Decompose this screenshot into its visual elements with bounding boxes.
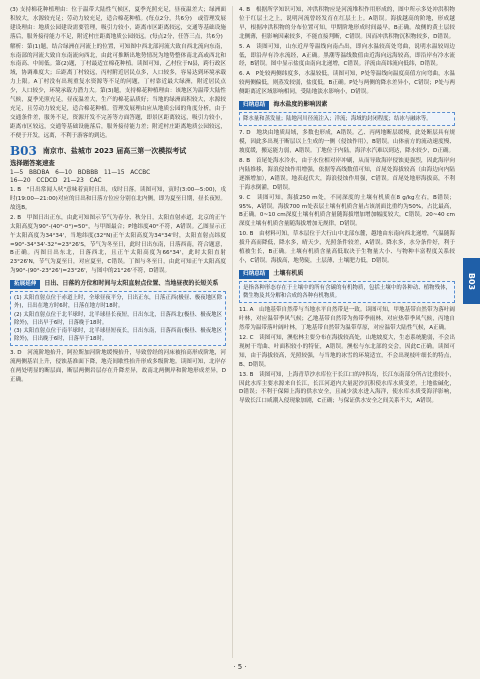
box-heading-row xyxy=(10,280,226,289)
question-1: 1. B "日出常闻人吠"意味着寅时日出，戌时日落。读图可知，寅时(3:00—5:00)，戌时(19:00—21:00)对应的日出和日落方位应分别在北内侧，即为夏至日期，昼长夜短。故选B。 xyxy=(10,187,226,211)
answers-line-2: 16—20 CCDCD 21—23 CAC xyxy=(10,178,102,185)
section-header xyxy=(10,143,226,158)
question-7: 7. D 地块由地质局域，多数也形成，A错误。乙、丙两地断层缓慢，此处断层具有规模，因此多出现于断层以上生成的一侧（侵蚀作用），B错误。山体前方的流动速度慢、坡度缓，搬运能力弱，A错误。丁地位于内陆，海洋水汽难以到达，降水较少，D正确。 xyxy=(239,130,455,155)
extension-box xyxy=(10,291,226,346)
document-page xyxy=(10,6,460,666)
box-label: 拓展延伸 xyxy=(10,280,40,289)
page-number: · 5 · xyxy=(233,663,247,671)
section-title: 南京市、盐城市 2023 届高三第一次模拟考试 xyxy=(42,146,187,155)
column-divider xyxy=(232,6,233,658)
question-12: 12. C 读图可知，澳松林主要分布在海拔较高处，山地坡度大，生态系统脆弱，不会出现树干弯曲、叶面积较小的特征，A错误。澳松与东北部的交会，因此C正确。读图可知，由于海拔较高，光照较强，与当地的冰雪的环境适宜，不会出现枝叶细长的特点，B、D错误。 xyxy=(239,334,455,368)
box3-label: 归纳总结 xyxy=(239,270,269,279)
box2-line: 降水量和蒸发量；陆地河川径流注入；洋流；海域的封闭程度；结冰与融冰等。 xyxy=(243,116,432,123)
summary-box-salinity xyxy=(239,112,455,126)
box3-heading: 土壤有机质 xyxy=(273,269,304,277)
answers-heading: 选择题答案速查 xyxy=(10,158,55,167)
box3-line: 是指各种形态存在于土壤中的所有含碳的有机物质，包括土壤中的各种动、植物残体，微生物及其分解和合成的各种有机物质。 xyxy=(243,284,451,300)
box-line: (1) 太阳直射点位于赤道上时，全球昼夜平分，日出正东，日落正西(极昼、极夜地区除外)，日出在地方时6时，日落在地方时18时。 xyxy=(14,295,222,310)
paragraph-explanation: 解析：第(1)题，结合绿洲在河流上的位置，可知图中西北部河流大致自西北流向东南，东南部的河流大致自东南流向西北，由此可推断出地势情况为地势整体南北高或西北和东南高、中间低。第(2)题，丁村最适宜棉花种植。读图可知，乙村位于N县，跨行政区域，协调难度大；丘距离丁村较远，丙村附近居民点多，人口较多，容易达到环境承载力上限。A丁村没有出现重复水资源等不足的问题，丁村靠近最大绿洲，附近居民点少，人口较少，环境承载力潜力大。第(3)题，支持棉花种植理由：该地区为温带大陆性气候，夏季光照充足，昼夜温差大，生产的棉花品质好；当地的绿洲面积较大，水源较充足，且劳动力较充足，适合棉花种植。管理发展理由应从地质公园的角度分析，由于交通条件差，服务不足，资源开发不完善等方面答题，即景区距离较远，吸引力较小，距离市区较远，交通等基础设施落后，服务接待能力差；附近村庄距离地质公园较远，不便于开发，远离，不利于游客的到达。 xyxy=(10,43,226,139)
question-2: 2. B 甲图日出正东，由此可知图示节气为春分、秋分日，太阳直射赤道，北京的正午太阳高度为90°-(40°-0°)=50°，与甲图最合；P地纬度40°不符，A错误。乙图显示正午太阳高度为34°34'，当地纬度(32°N)正午太阳高度为34°34'时，太阳直射点纬度=90°-34°34'-32°=23°26'S，节气为冬至日，此时日出东南，日落西南，符合题意，B正确。丙图日出东北，日落西北，且正午太阳高度为66°34'，此时太阳直射23°26'N，节气为夏至日，对应夏至，C错误。丁图与冬至日，由此可知正午太阳高度为90°-(90°-23°26')=23°26'，与图中的21°26'不符，D错误。 xyxy=(10,214,226,275)
question-5: 5. A 读图可知，山东近岸等温线向南凸出，即向水温较高处弯曲，说明水温较周边低，即沿岸有冷水流经，A正确。黑潮等温线数值由近海向远海较高，即沿岸有冷水流经，B错误。图中显示盐度由南向北递增，C错误。洋流由高纬流向低纬，D错误。 xyxy=(239,43,455,68)
question-11: 11. A 山地基带自然带与当地水平自然带是一致。读图可知，甲地基带自然带为落叶阔叶林，对应温带季风气候；乙地基带自然带为热带季雨林，对应热带季风气候，丙地自然带为温带落叶阔叶林，丁地基带自然带为温带草原，对应温带大陆性气候，A正确。 xyxy=(239,307,455,332)
box-heading: 日出、日落的方位和时间与太阳直射点位置、当地昼夜的长短关系 xyxy=(44,280,219,288)
side-section-tab xyxy=(463,258,480,304)
right-column xyxy=(239,6,455,407)
question-4: 4. B 根据所学知识可知，冲洪积物应是河流堆积作用形成的，图中所示多处冲洪积物位于红层土之上，说明河流曾经发育在红层土上。A错误。海拔越高的阶地，形成越早，根据冲洪积物的分布位置可知，甲期阶地形成时间最早，B正确。故侧的黄土层较北侧薄，但影响因素较多，不能直接判断，C错误。因而冲洪积物沉积物较多，D错误。 xyxy=(239,7,455,40)
question-9: 9. C 读图可知，海拔250 m处，不同深度的土壤有机质在8 g/kg左右，B错误；95%，A错误。海拔700 m处表层土壤有机质含量占该剖面比重约为50%，占比最高，B正确。0~10 cm深度土壤有机质含量随海拔增加增加幅度较大，C错误。20~40 cm深度土壤有机质含量随海拔增加无规律，D错误。 xyxy=(239,194,455,228)
left-column xyxy=(10,6,226,386)
question-6: 6. A P处较两侧纬度多，水温较低，读图可知，P处等温线向温度高值方向弯曲，水温较两侧偏低，则蒸发较弱，盐度低，B正确。P处与两侧的降水差异小，C错误；P处与两侧距离近区域影响相同，受陆地淡水影响小，D错误。 xyxy=(239,71,455,96)
box3-heading-row xyxy=(239,270,455,279)
question-8: 8. B 首尾处海水冷水，由于水位相对岸冲刷，从而导致海岸侵蚀更强烈，因此海岸向内陆推移，海浪侵蚀作用增强，依据等高线数值可知，首尾处海拔较高（由海边向内陆逐渐增加），A错误。地表起伏大，海浪侵蚀作用强，C错误。首尾处地形海拔高，不利于海水倒灌，D错误。 xyxy=(239,157,455,191)
paragraph-answer-3: (3) 支持棉花种植理由：位于温带大陆性气候区，夏季光照充足，昼夜温差大；绿洲面积较大，水源较充足；劳动力较充足，适合棉花种植。(每点2分，共6分) 或管理发展建设理由：地质公园建设需要管理，吸引力较小，距离市区距离较远，交通等基础设施落后，服务接待能力不足，附近村庄距离地质公园较远。(每点2分，任答三点，共6分) xyxy=(10,7,226,40)
question-13: 13. B 读图可知，上海青草沙水库位于长江口的冲积岛，长江东南部分所占比重较小，因此水库主要水源来自长江，长江河道内大量泥沙沉积使水库水质变差，土地盐碱化，D错误；不利于保障上海的供水安全，且减少淡水进入海洋，使水库水质受海洋影响，导致长江口咸潮入侵现象加剧，C正确；与保证供水安全之间关系不大，A错误。 xyxy=(239,371,455,405)
summary-box-soil xyxy=(239,281,455,303)
question-3: 3. D 河流阶地抬升，阿拉斯加河阶地缓慢抬升，导致曾经的河床被抬高形成阶地，河流两侧基岩上升，侵蚀基准面下降，地壳间歇性抬升形成多级阶地。读图可知，北岸存在两处明显的断层面，断层两侧岩层存在升降差异，故南北两侧岸和阶地形成差异，D正确。 xyxy=(10,350,226,384)
box2-heading-row xyxy=(239,101,455,110)
section-tag: B03 xyxy=(10,143,37,158)
side-tab-label: B03 xyxy=(467,272,477,290)
box2-heading: 海水盐度的影响因素 xyxy=(273,101,328,109)
question-10: 10. B 由材料可知，草本层位于大行山中北部东麓，越地由东南向西北递增，气温随海拔升高而降低，降水多，晴天少，光照条件较差，A错误。降水多，水分条件好，利于植被生长，B正确。土壤有机质含量高低取决于生物量大小、与物种丰富程度关系较小，C错误。海拔高，地势陡，土层薄，土壤肥力低，D错误。 xyxy=(239,231,455,264)
box2-label: 归纳总结 xyxy=(239,101,269,110)
box-line: (2) 太阳直射点位于北半球时，北半球昼长夜短，日出东北，日落西北(极昼、极夜地区除外)，日出早于6时，日落晚于18时。 xyxy=(14,311,222,326)
box-line: (3) 太阳直射点位于南半球时，北半球昼短夜长，日出东南，日落西南(极昼、极夜地区除外)，日出晚于6时，日落早于18时。 xyxy=(14,327,222,343)
answers-line-1: 1—5 BBDBA 6—10 BDBBB 11—15 ACCBC xyxy=(10,169,151,176)
